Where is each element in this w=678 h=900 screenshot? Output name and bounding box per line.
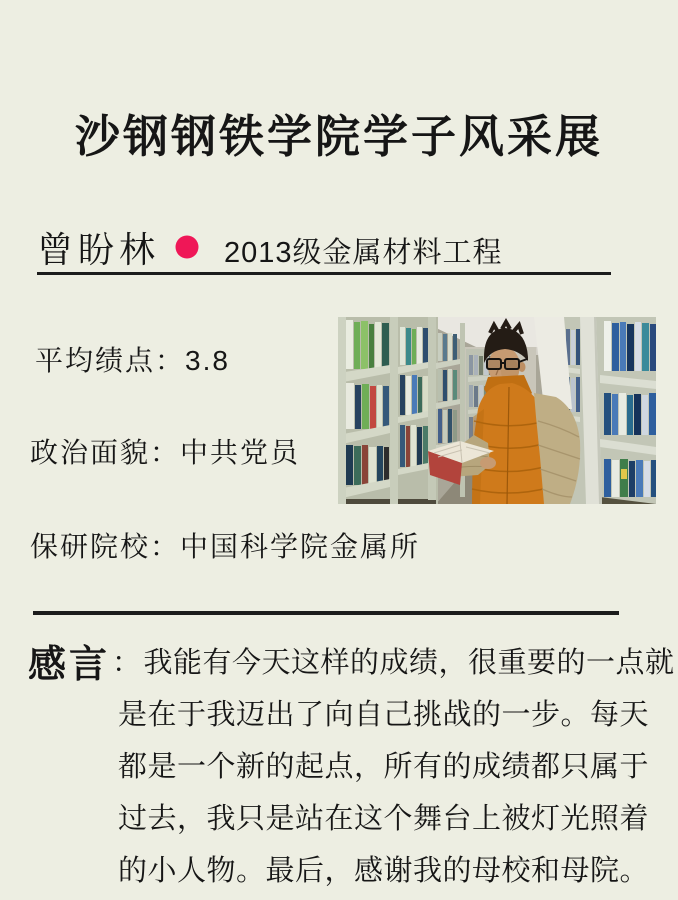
student-photo <box>338 317 656 504</box>
quote-separator: ： <box>112 646 142 679</box>
quote-line <box>28 634 675 686</box>
divider-top <box>37 272 611 275</box>
stat-value: 3.8 <box>185 345 230 376</box>
quote-text: 我能有今天这样的成绩，很重要的一点就 <box>143 646 675 679</box>
student-name: 曾盼林 <box>37 229 161 270</box>
stat-separator: ： <box>155 345 186 376</box>
stat-label: 平均绩点 <box>35 345 156 376</box>
stat-separator: ： <box>150 437 181 468</box>
stat-label: 保研院校 <box>30 531 151 562</box>
quote-line: 是在于我迈出了向自己挑战的一步。每天 <box>118 698 650 731</box>
quote-line: 过去，我只是站在这个舞台上被灯光照着 <box>118 802 650 835</box>
stat-row-recommended-school <box>30 525 420 565</box>
bullet-dot-icon <box>175 235 199 259</box>
library-scene-illustration <box>338 317 656 504</box>
cohort-major-label: 2013级金属材料工程 <box>224 237 503 269</box>
quote-line: 都是一个新的起点，所有的成绩都只属于 <box>118 750 650 783</box>
quote-label: 感言 <box>28 643 111 686</box>
stat-value: 中国科学院金属所 <box>180 531 421 562</box>
quote-block <box>28 634 675 894</box>
page-title: 沙钢钢铁学院学子风采展 <box>74 111 603 162</box>
quote-line: 的小人物。最后，感谢我的母校和母院。 <box>118 854 650 887</box>
divider-bottom <box>33 611 619 615</box>
stat-label: 政治面貌 <box>30 437 151 468</box>
stat-row-political-status <box>30 431 300 471</box>
stat-row-gpa <box>35 339 230 379</box>
stat-separator: ： <box>150 531 181 562</box>
stat-value: 中共党员 <box>180 437 301 468</box>
